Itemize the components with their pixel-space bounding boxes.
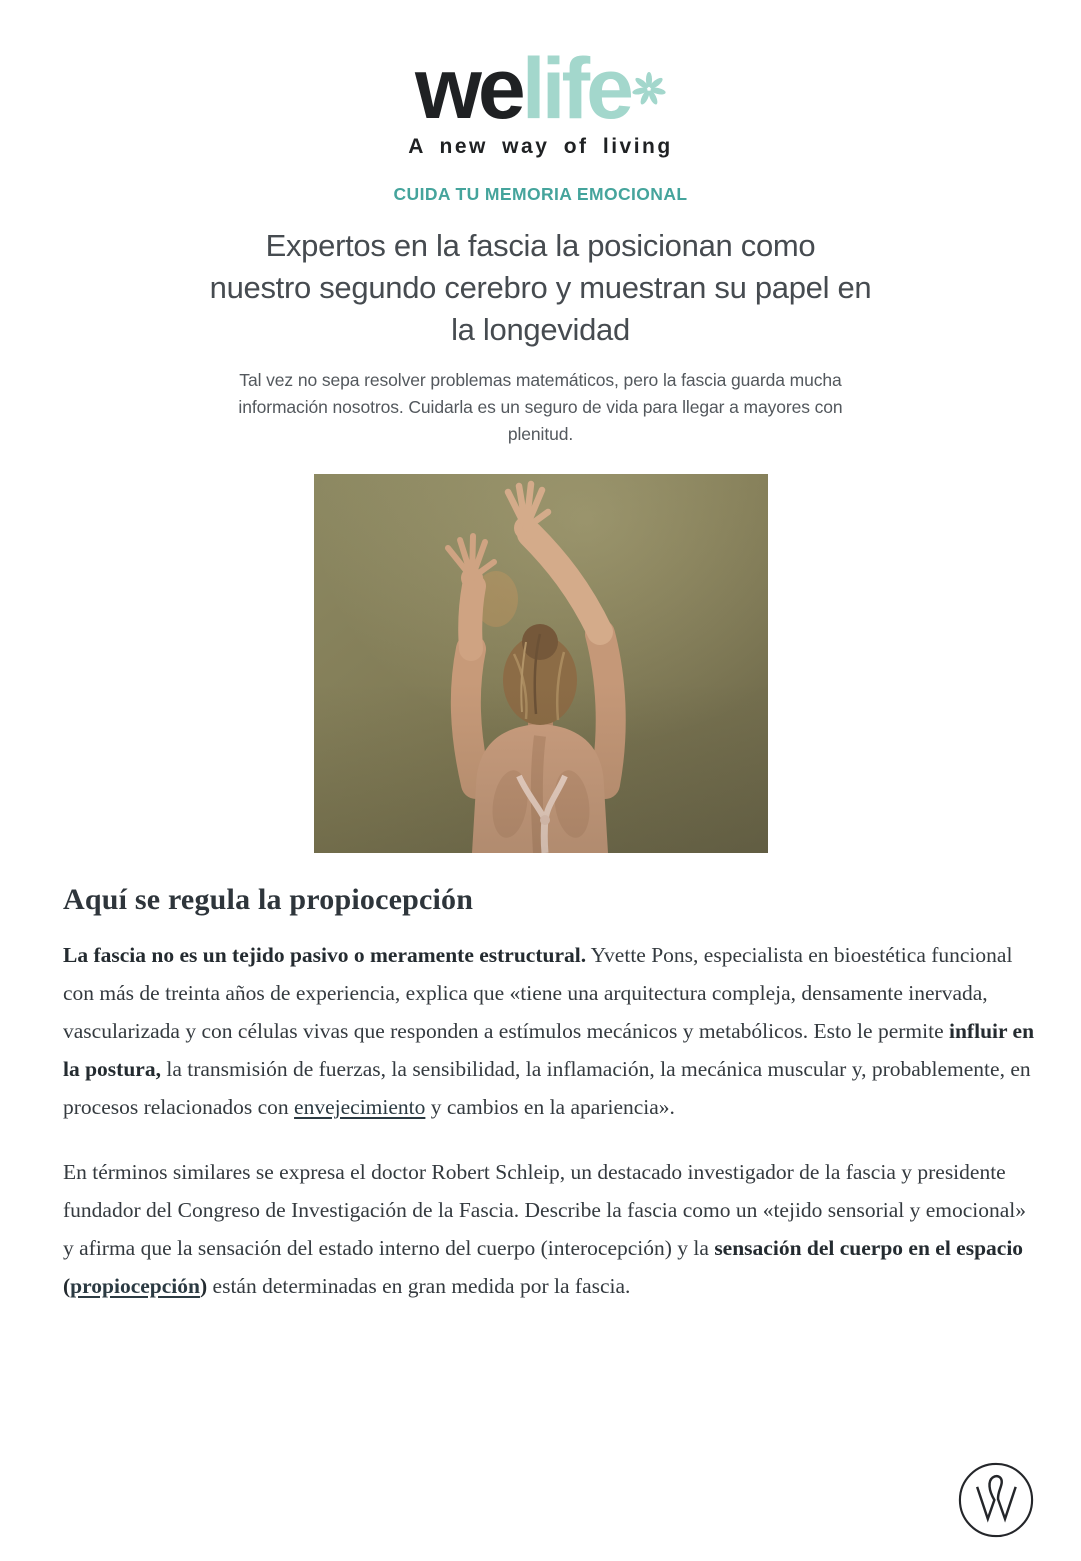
paragraph [63, 1153, 1035, 1305]
subtitle-line: Tal vez no sepa resolver problemas matemáticos, pero la fascia guarda mucha [239, 370, 842, 390]
subtitle-line: información nosotros. Cuidarla es un seguro de vida para llegar a mayores con [238, 397, 843, 417]
text-run: La fascia no es un tejido pasivo o meramente estructural. [63, 943, 587, 967]
text-run: influir en la postura, [63, 1019, 1035, 1081]
w-monogram-icon [955, 1459, 1037, 1541]
hero-illustration-woman-back-arms-raised [314, 474, 768, 853]
article-body [0, 883, 1081, 1305]
inline-link[interactable]: propiocepción [70, 1274, 200, 1298]
logo-tagline: A new way of living [408, 135, 673, 158]
article-title [0, 225, 1081, 351]
asterisk-icon [632, 34, 666, 120]
logo-life-text: life [521, 41, 630, 137]
text-run: están determinadas en gran medida por la fascia. [207, 1274, 631, 1298]
subtitle-line: plenitud. [507, 424, 574, 444]
welife-logo[interactable] [408, 41, 673, 158]
welife-logo-wordmark [408, 41, 672, 137]
text-run: y cambios en la apariencia». [425, 1095, 675, 1119]
text-run: Yvette Pons, especialista en bioestética funcional con más de treinta años de experiencia, explica que «tiene una arquitectura compleja, densamente inervada, vascularizada y con células vivas que responden a estímulos mecánicos y metabólicos. Esto le permite [63, 943, 1013, 1043]
logo-we-text: we [414, 41, 522, 137]
article-subtitle [0, 367, 1081, 448]
welife-monogram-button[interactable] [955, 1459, 1037, 1541]
category-link[interactable]: CUIDA TU MEMORIA EMOCIONAL [393, 184, 688, 204]
title-line: la longevidad [451, 312, 630, 347]
text-run: En términos similares se expresa el doctor Robert Schleip, un destacado investigador de la fascia y presidente fundador del Congreso de Investigación de la Fascia. Describe la fascia como un «tejido sensorial y emocional» y afirma que la sensación del estado interno del cuerpo (interocepción) y la [63, 1160, 1027, 1260]
section-heading: Aquí se regula la propiocepción [63, 883, 474, 916]
text-run: ) [199, 1274, 208, 1298]
inline-link[interactable]: envejecimiento [294, 1095, 426, 1119]
hero-image [314, 474, 768, 853]
title-line: nuestro segundo cerebro y muestran su papel en [209, 270, 872, 305]
masthead [0, 0, 1081, 205]
title-line: Expertos en la fascia la posicionan como [265, 228, 816, 263]
text-run: sensación del cuerpo en el espacio ( [63, 1236, 1024, 1298]
text-run: la transmisión de fuerzas, la sensibilidad, la inflamación, la mecánica muscular y, probablemente, en procesos relacionados con [63, 1057, 1031, 1119]
paragraph [63, 936, 1035, 1126]
